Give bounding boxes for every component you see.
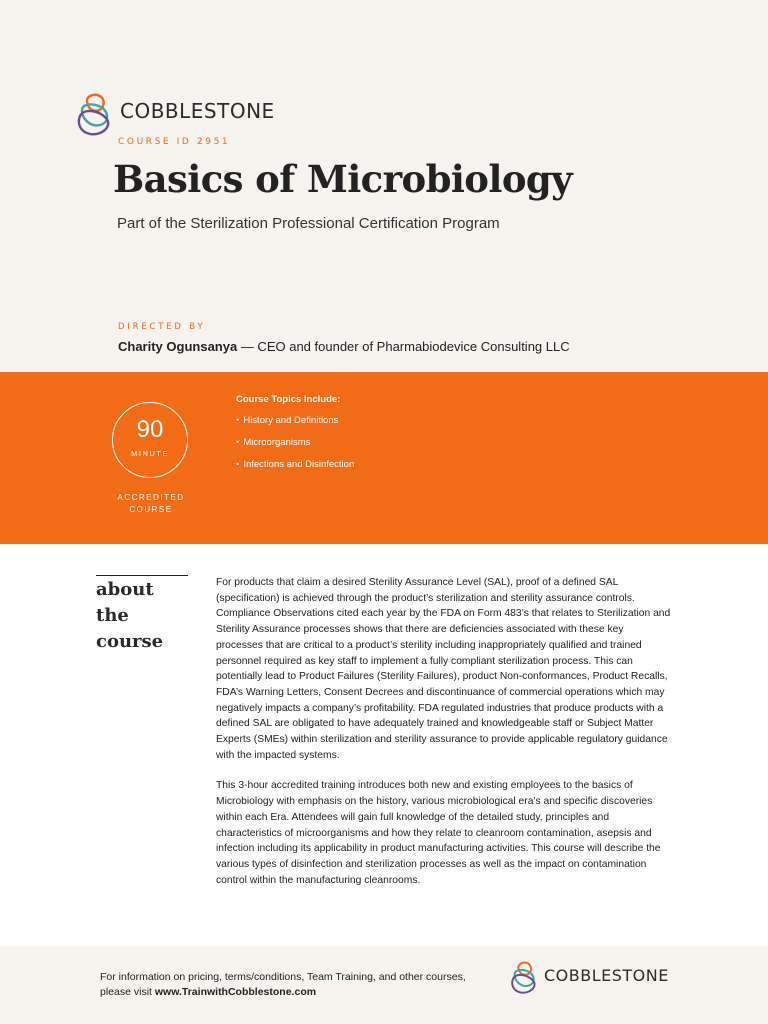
about-paragraph: For products that claim a desired Sterility Assurance Level (SAL), proof of a defined SAL (specification) is achieved through the product’s sterilization and sterility assurance controls. Compliance Observations cited each year by the FDA on Form 483’s that relates to Sterilization and Sterility Assurance processes shows that there are deficiencies associated with these key processes that are critical to a product’s sterility including inappropriately qualified and trained personnel required as key staff to implement a fully compliant sterilization process. This can potentially lead to Product Failures (Sterility Failures), product Non-conformances, Product Recalls, FDA’s Warning Letters, Consent Decrees and discontinuance of commercial operations which may negatively impacts a company’s profitability. FDA regulated industries that produce products with a defined SAL are obligated to have adequately trained and knowledgeable staff or Subject Matter Experts (SMEs) within sterilization and sterility assurance to provide applicable regulatory guidance with the impacted systems. bbox=[216, 577, 671, 761]
about-heading-line: the bbox=[96, 605, 129, 626]
about-heading-line: course bbox=[96, 631, 164, 652]
topic-item: • Infections and Disinfection bbox=[236, 458, 354, 480]
about-section bbox=[0, 544, 768, 946]
accredited-line1: ACCREDITED bbox=[117, 493, 185, 502]
footer-info bbox=[100, 970, 480, 1000]
duration-unit: MINUTE bbox=[131, 449, 169, 458]
header-section bbox=[0, 0, 768, 372]
footer-brand-name: COBBLESTONE bbox=[544, 965, 669, 985]
page-title: Basics of Microbiology bbox=[113, 157, 573, 201]
page-subtitle: Part of the Sterilization Professional Certification Program bbox=[117, 215, 500, 232]
about-paragraph: This 3-hour accredited training introduces both new and existing employees to the basics of Microbiology with emphasis on the history, various microbiological era’s and specific discoveries within each Era. Attendees will gain full knowledge of the detailed study, principles and characteristics of microorganisms and how they relate to cleanroom contamination, asepsis and infection including its applicability in product manufacturing activities. This course will describe the various types of disinfection and sterilization processes as well as the impact on contamination control within the manufacturing cleanrooms. bbox=[216, 780, 661, 886]
topic-item: • Microorganisms bbox=[236, 436, 354, 458]
topics-title: Course Topics Include: bbox=[236, 394, 341, 405]
section-divider bbox=[96, 575, 188, 576]
course-info-band bbox=[0, 372, 768, 544]
topics-list bbox=[236, 414, 354, 480]
director-line bbox=[118, 339, 570, 354]
cobblestone-logo bbox=[76, 92, 275, 138]
duration-badge bbox=[112, 402, 188, 478]
footer-cobblestone-logo bbox=[510, 960, 669, 996]
accredited-label bbox=[110, 492, 192, 516]
course-id: COURSE ID 2951 bbox=[118, 137, 231, 147]
about-heading bbox=[96, 577, 196, 655]
topic-item: • History and Definitions bbox=[236, 414, 354, 436]
accredited-line2: COURSE bbox=[129, 505, 173, 514]
director-name: Charity Ogunsanya bbox=[118, 339, 238, 354]
cobblestone-logo-icon bbox=[510, 960, 542, 996]
director-role: — CEO and founder of Pharmabiodevice Consulting LLC bbox=[237, 339, 570, 354]
footer bbox=[0, 946, 768, 1024]
duration-value: 90 bbox=[136, 416, 164, 443]
about-heading-line: about bbox=[96, 579, 154, 600]
footer-info-text: For information on pricing, terms/conditions, Team Training, and other courses, please visit bbox=[100, 971, 466, 998]
cobblestone-logo-icon bbox=[76, 92, 118, 138]
brand-name: COBBLESTONE bbox=[120, 99, 275, 123]
website-link[interactable]: www.TrainwithCobblestone.com bbox=[154, 986, 317, 998]
about-body bbox=[216, 575, 672, 903]
directed-by-label: DIRECTED BY bbox=[118, 322, 206, 332]
